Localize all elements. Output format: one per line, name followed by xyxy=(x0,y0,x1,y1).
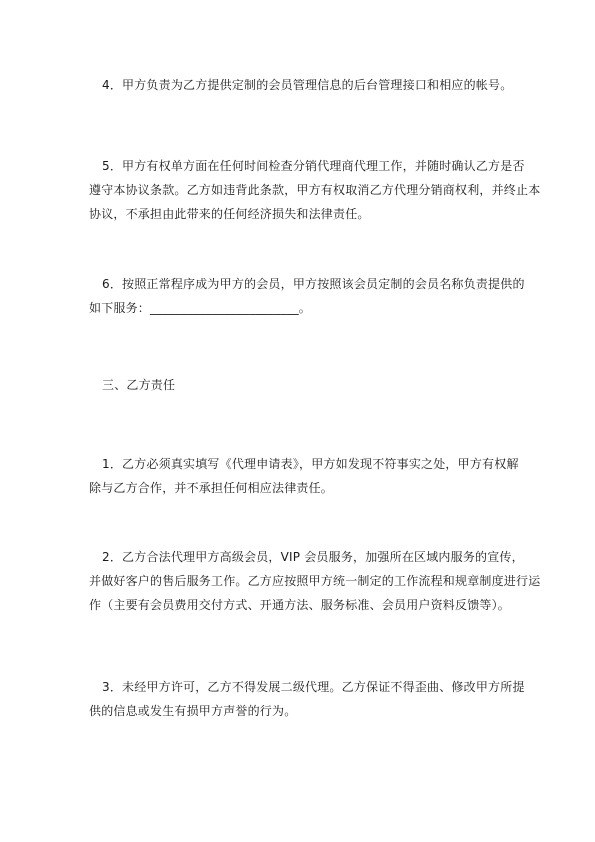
clause-a5-line-1: 5．甲方有权单方面在任何时间检查分销代理商代理工作，并随时确认乙方是否 xyxy=(102,159,525,173)
clause-b1-line-1: 1．乙方必须真实填写《代理申请表》，甲方如发现不符事实之处，甲方有权解 xyxy=(102,457,519,471)
clause-b3 xyxy=(89,675,525,723)
section-heading-text: 三、乙方责任 xyxy=(102,378,176,392)
clause-b2 xyxy=(89,545,541,617)
clause-a5 xyxy=(89,154,541,226)
clause-b2-line-3: 作（主要有会员费用交付方式、开通方法、服务标准、会员用户资料反馈等）。 xyxy=(89,598,511,612)
section-heading-party-b xyxy=(89,373,521,397)
clause-b3-line-1: 3．未经甲方许可，乙方不得发展二级代理。乙方保证不得歪曲、修改甲方所提 xyxy=(102,680,525,694)
clause-a6-line-2: 如下服务：________________________。 xyxy=(89,301,312,315)
clause-b3-line-2: 供的信息或发生有损甲方声誉的行为。 xyxy=(89,704,297,718)
clause-a4-line-1: 4．甲方负责为乙方提供定制的会员管理信息的后台管理接口和相应的帐号。 xyxy=(102,78,513,92)
clause-a6 xyxy=(89,272,525,320)
clause-a6-line-1: 6．按照正常程序成为甲方的会员，甲方按照该会员定制的会员名称负责提供的 xyxy=(102,277,525,291)
clause-a5-line-3: 协议，不承担由此带来的任何经济损失和法律责任。 xyxy=(89,207,370,221)
clause-a4 xyxy=(89,73,521,97)
clause-a5-line-2: 遵守本协议条款。乙方如违背此条款，甲方有权取消乙方代理分销商权利，并终止本 xyxy=(89,183,541,197)
clause-b1-line-2: 除与乙方合作，并不承担任何相应法律责任。 xyxy=(89,481,334,495)
clause-b2-line-1: 2．乙方合法代理甲方高级会员，VIP 会员服务，加强所在区域内服务的宣传， xyxy=(102,550,524,564)
clause-b1 xyxy=(89,452,521,500)
clause-b2-line-2: 并做好客户的售后服务工作。乙方应按照甲方统一制定的工作流程和规章制度进行运 xyxy=(89,574,541,588)
